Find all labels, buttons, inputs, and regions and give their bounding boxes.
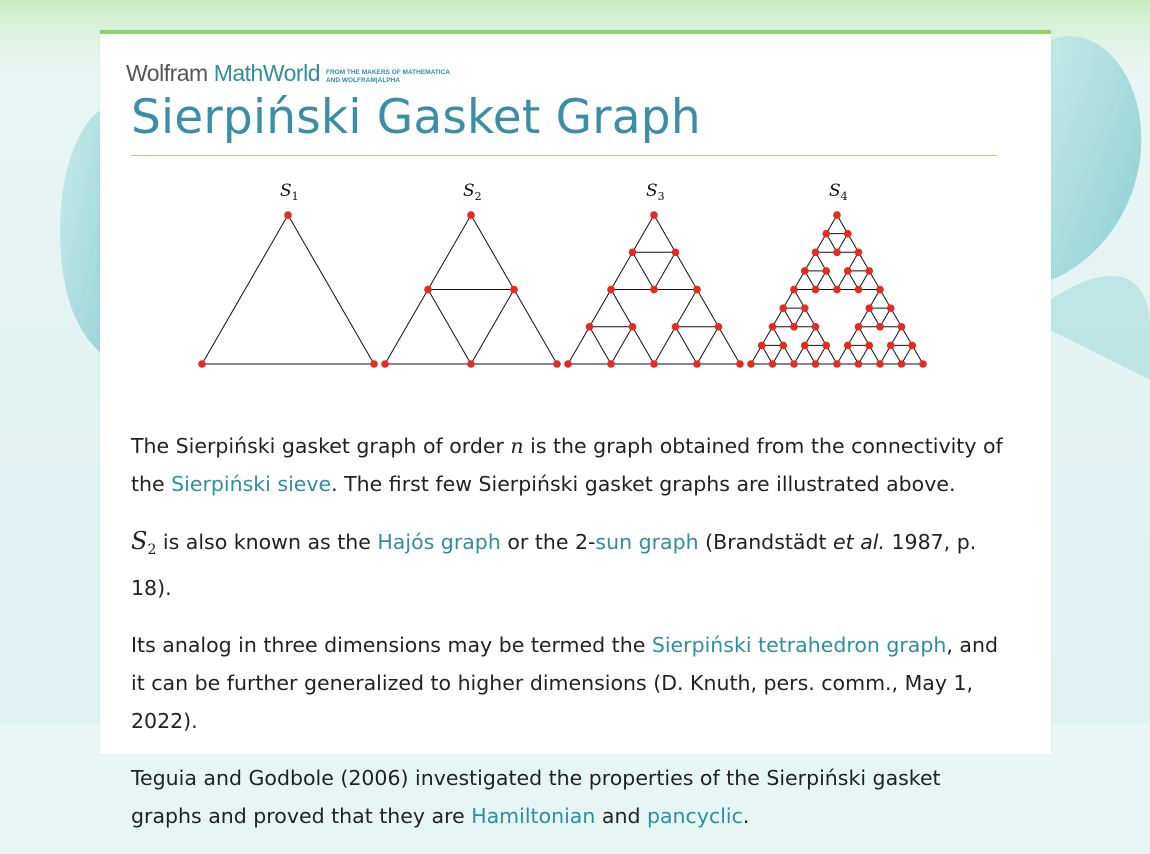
graph-edge (428, 215, 471, 289)
graph-edge (590, 327, 612, 364)
text: Its analog in three dimensions may be termed the (131, 633, 652, 657)
text: and (595, 804, 647, 828)
graph-vertex (833, 211, 841, 219)
graph-edge (385, 290, 428, 364)
graph-vertex (833, 286, 841, 294)
graph-edge (611, 252, 633, 289)
graph-edge (676, 290, 698, 327)
paragraph-tetrahedron (131, 626, 1011, 740)
graph-vertex (715, 323, 723, 331)
graph-edge (697, 327, 719, 364)
link-sun-graph[interactable]: sun graph (595, 530, 699, 554)
gasket-graph-s4 (747, 181, 927, 368)
graph-edge (611, 290, 633, 327)
graph-edge (514, 290, 557, 364)
graph-edge (676, 252, 698, 289)
text: 1987, p. 18). (131, 530, 977, 600)
sierpinski-gasket-figure (190, 174, 950, 414)
graph-vertex (812, 248, 820, 256)
graph-vertex (424, 286, 432, 294)
graph-vertex (629, 248, 637, 256)
graph-vertex (736, 360, 744, 368)
graph-vertex (607, 360, 615, 368)
gasket-graph-s2 (381, 181, 561, 368)
graph-vertex (693, 286, 701, 294)
graph-vertex (876, 286, 884, 294)
graph-vertex (769, 360, 777, 368)
logo-tagline-line2: AND WOLFRAM|ALPHA (325, 76, 401, 84)
article-body (131, 427, 1011, 854)
graph-vertex (650, 360, 658, 368)
text: is also known as the (156, 530, 378, 554)
graph-vertex (801, 342, 809, 350)
math-s: S (131, 527, 148, 555)
graph-edge (633, 327, 655, 364)
graph-vertex (865, 342, 873, 350)
graph-vertex (822, 342, 830, 350)
graph-edge (288, 215, 374, 364)
graph-edge (471, 215, 514, 289)
graph-vertex (801, 304, 809, 312)
math-variable-n: n (510, 434, 524, 458)
graph-label-s3: $S_3$ (646, 181, 665, 203)
graph-vertex (564, 360, 572, 368)
graph-vertex (790, 323, 798, 331)
graph-vertex (833, 360, 841, 368)
graph-vertex (801, 267, 809, 275)
text: (Brandstädt (698, 530, 834, 554)
graph-vertex (790, 360, 798, 368)
graph-vertex (865, 304, 873, 312)
graph-edge (633, 252, 655, 289)
paragraph-teguia (131, 759, 1011, 835)
graph-vertex (607, 286, 615, 294)
graph-vertex (898, 360, 906, 368)
graph-vertex (865, 267, 873, 275)
logo-wolfram: Wolfram (126, 60, 208, 86)
link-pancyclic[interactable]: pancyclic (646, 804, 743, 828)
text: or the 2- (500, 530, 596, 554)
graph-vertex (812, 360, 820, 368)
graph-vertex (381, 360, 389, 368)
graph-edge (719, 327, 741, 364)
graph-vertex (467, 360, 475, 368)
graph-vertex (693, 360, 701, 368)
graph-vertex (833, 248, 841, 256)
graph-edge (428, 290, 471, 364)
text: , and it can be further generalized to higher dimensions (D. Knuth, pers. comm., May 1, 2022). (131, 633, 998, 733)
page-title: Sierpiński Gasket Graph (131, 90, 701, 145)
graph-edge (568, 327, 590, 364)
paragraph-hajos (131, 522, 1011, 607)
graph-vertex (553, 360, 561, 368)
graph-vertex (370, 360, 378, 368)
graph-vertex (758, 342, 766, 350)
graph-vertex (629, 323, 637, 331)
text: The Sierpiński gasket graph of order (131, 434, 511, 458)
logo-tagline (326, 69, 450, 84)
link-sierpinski-tetrahedron-graph[interactable]: Sierpiński tetrahedron graph (651, 633, 947, 657)
graph-vertex (822, 230, 830, 238)
graph-vertex (908, 342, 916, 350)
text: Teguia and Godbole (2006) investigated the properties of the Sierpiński gasket graphs and proved that they are (131, 766, 941, 828)
graph-vertex (887, 342, 895, 350)
math-variable-s2 (131, 527, 157, 558)
graph-vertex (650, 211, 658, 219)
logo-tagline-line1: FROM THE MAKERS OF MATHEMATICA (325, 69, 450, 76)
graph-vertex (779, 304, 787, 312)
graph-vertex (198, 360, 206, 368)
gasket-graph-s1 (198, 181, 378, 368)
graph-edge (471, 290, 514, 364)
graph-vertex (812, 286, 820, 294)
graph-vertex (672, 248, 680, 256)
graph-vertex (510, 286, 518, 294)
graph-vertex (467, 211, 475, 219)
link-hamiltonian[interactable]: Hamiltonian (471, 804, 596, 828)
graph-edge (676, 327, 698, 364)
graph-vertex (769, 323, 777, 331)
graph-edge (202, 215, 288, 364)
link-sierpinski-sieve[interactable]: Sierpiński sieve (171, 472, 332, 496)
graph-edge (697, 290, 719, 327)
graph-vertex (898, 323, 906, 331)
text-italic: et al. (833, 530, 885, 554)
graph-vertex (779, 342, 787, 350)
graph-vertex (919, 360, 927, 368)
graph-vertex (887, 304, 895, 312)
graph-edge (590, 290, 612, 327)
graph-vertex (844, 230, 852, 238)
text: . (742, 804, 750, 828)
graph-vertex (855, 360, 863, 368)
graph-vertex (855, 323, 863, 331)
graph-vertex (855, 286, 863, 294)
graph-vertex (812, 323, 820, 331)
graph-label-s1: $S_1$ (280, 181, 299, 203)
title-divider (131, 155, 997, 156)
graph-edge (633, 215, 655, 252)
site-logo[interactable] (126, 60, 450, 87)
graph-vertex (790, 286, 798, 294)
logo-mathworld: MathWorld (213, 60, 320, 86)
graph-edge (654, 215, 676, 252)
text: . The first few Sierpiński gasket graphs are illustrated above. (331, 472, 956, 496)
graph-vertex (844, 267, 852, 275)
link-hajos-graph[interactable]: Hajós graph (377, 530, 501, 554)
graph-vertex (876, 360, 884, 368)
graph-vertex (586, 323, 594, 331)
graph-label-s2: $S_2$ (463, 181, 482, 203)
graph-vertex (650, 286, 658, 294)
graph-vertex (672, 323, 680, 331)
graph-label-s4: $S_4$ (829, 181, 848, 203)
graph-edge (611, 327, 633, 364)
graph-vertex (844, 342, 852, 350)
math-subscript: 2 (147, 542, 157, 558)
paragraph-definition (131, 427, 1011, 503)
text: is the graph obtained from the connectivity of the (131, 434, 1003, 496)
gasket-graph-s3 (564, 181, 744, 368)
graph-vertex (876, 323, 884, 331)
graph-vertex (284, 211, 292, 219)
graph-vertex (747, 360, 755, 368)
graph-edge (654, 252, 676, 289)
content-card (100, 30, 1051, 828)
graph-vertex (822, 267, 830, 275)
graph-vertex (855, 248, 863, 256)
graph-edge (654, 327, 676, 364)
